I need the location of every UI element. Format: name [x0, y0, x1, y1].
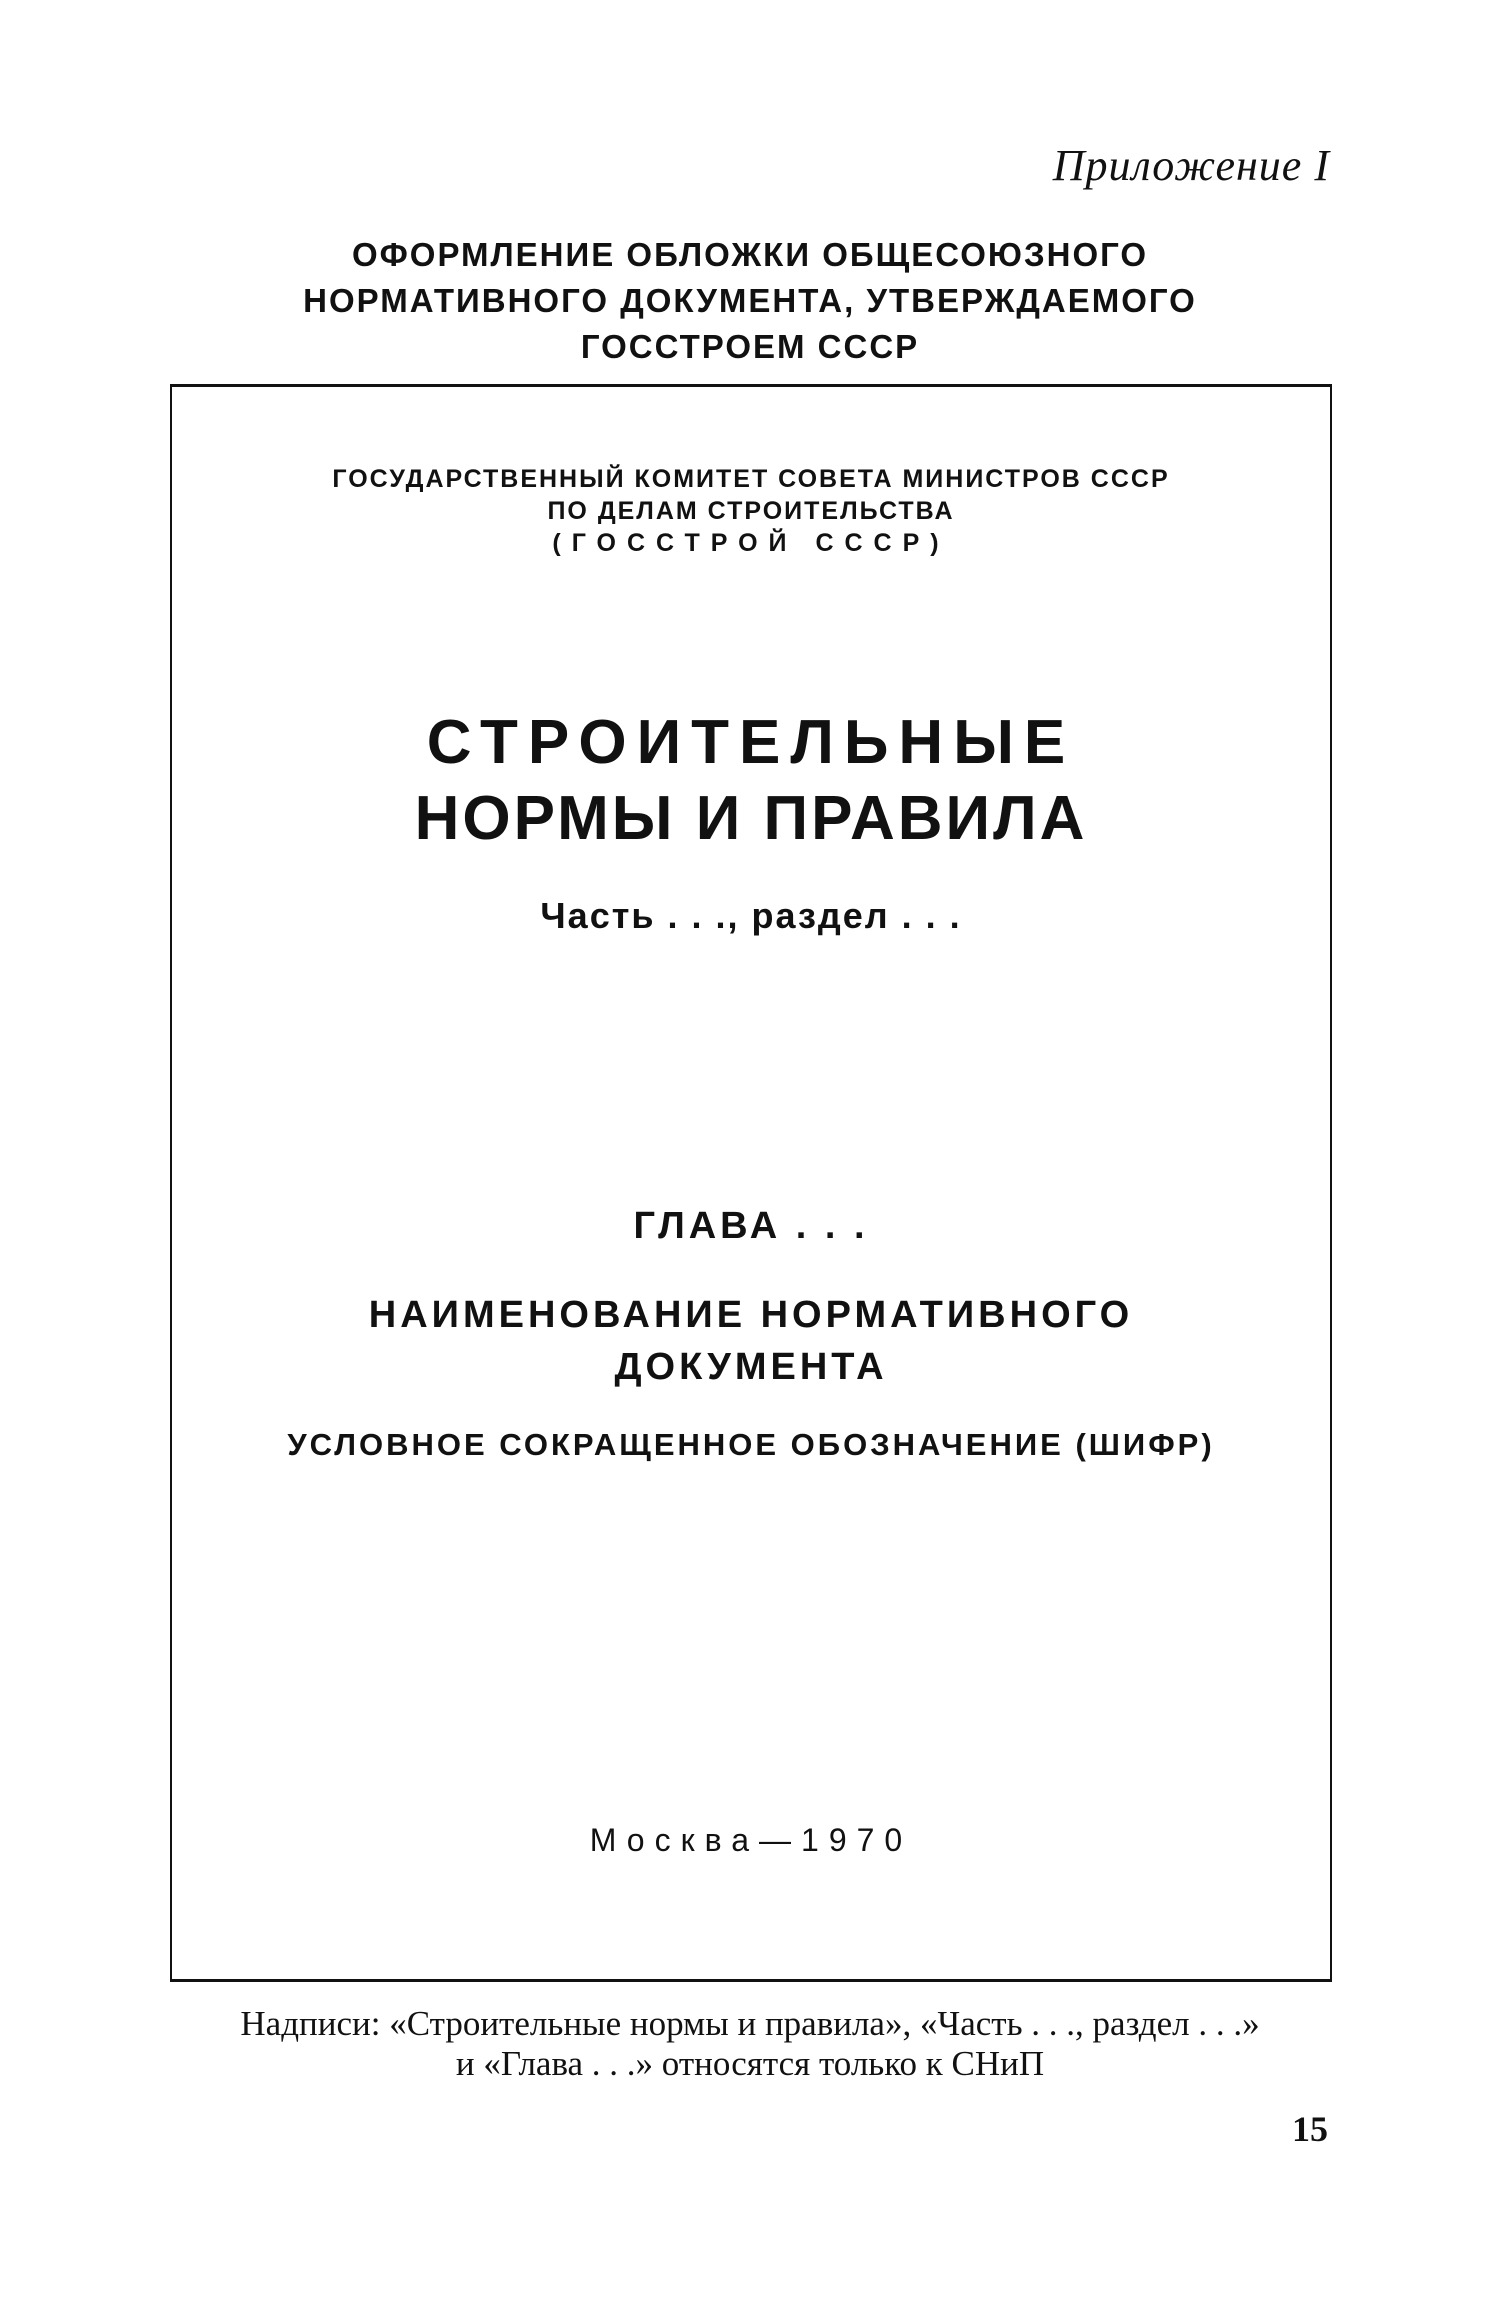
- part-section-label: Часть . . ., раздел . . .: [540, 895, 962, 936]
- committee-abbreviation: (ГОССТРОЙ СССР): [552, 529, 950, 557]
- heading-line-2: НОРМАТИВНОГО ДОКУМЕНТА, УТВЕРЖДАЕМОГО: [303, 282, 1197, 319]
- document-name-line-1: НАИМЕНОВАНИЕ НОРМАТИВНОГО: [368, 1294, 1134, 1336]
- page-number: 15: [1292, 2109, 1328, 2149]
- city-year: Москва—1970: [589, 1822, 913, 1858]
- chapter-label: ГЛАВА . . .: [633, 1205, 869, 1247]
- committee-name: [172, 463, 1330, 559]
- committee-line-1: ГОСУДАРСТВЕННЫЙ КОМИТЕТ СОВЕТА МИНИСТРОВ СССР: [332, 465, 1170, 493]
- appendix-label: Приложение I: [1052, 141, 1330, 190]
- cover-title: [172, 705, 1330, 857]
- heading-line-3: ГОССТРОЕМ СССР: [580, 328, 920, 365]
- cover-sample-frame: [170, 384, 1332, 1982]
- document-name: [172, 1289, 1330, 1393]
- footnote-line-2: и «Глава . . .» относятся только к СНиП: [455, 2044, 1045, 2083]
- committee-line-2: ПО ДЕЛАМ СТРОИТЕЛЬСТВА: [547, 497, 955, 525]
- footnote-line-1: Надписи: «Строительные нормы и правила», «Часть . . ., раздел . . .»: [240, 2004, 1260, 2043]
- footnote: [130, 2004, 1370, 2084]
- cover-title-line-2: НОРМЫ И ПРАВИЛА: [414, 784, 1088, 853]
- document-cipher: УСЛОВНОЕ СОКРАЩЕННОЕ ОБОЗНАЧЕНИЕ (ШИФР): [287, 1427, 1215, 1462]
- heading-line-1: ОФОРМЛЕНИЕ ОБЛОЖКИ ОБЩЕСОЮЗНОГО: [351, 236, 1149, 273]
- cover-title-line-1: СТРОИТЕЛЬНЫЕ: [426, 708, 1076, 777]
- page-heading: [150, 232, 1350, 370]
- document-name-line-2: ДОКУМЕНТА: [614, 1346, 888, 1388]
